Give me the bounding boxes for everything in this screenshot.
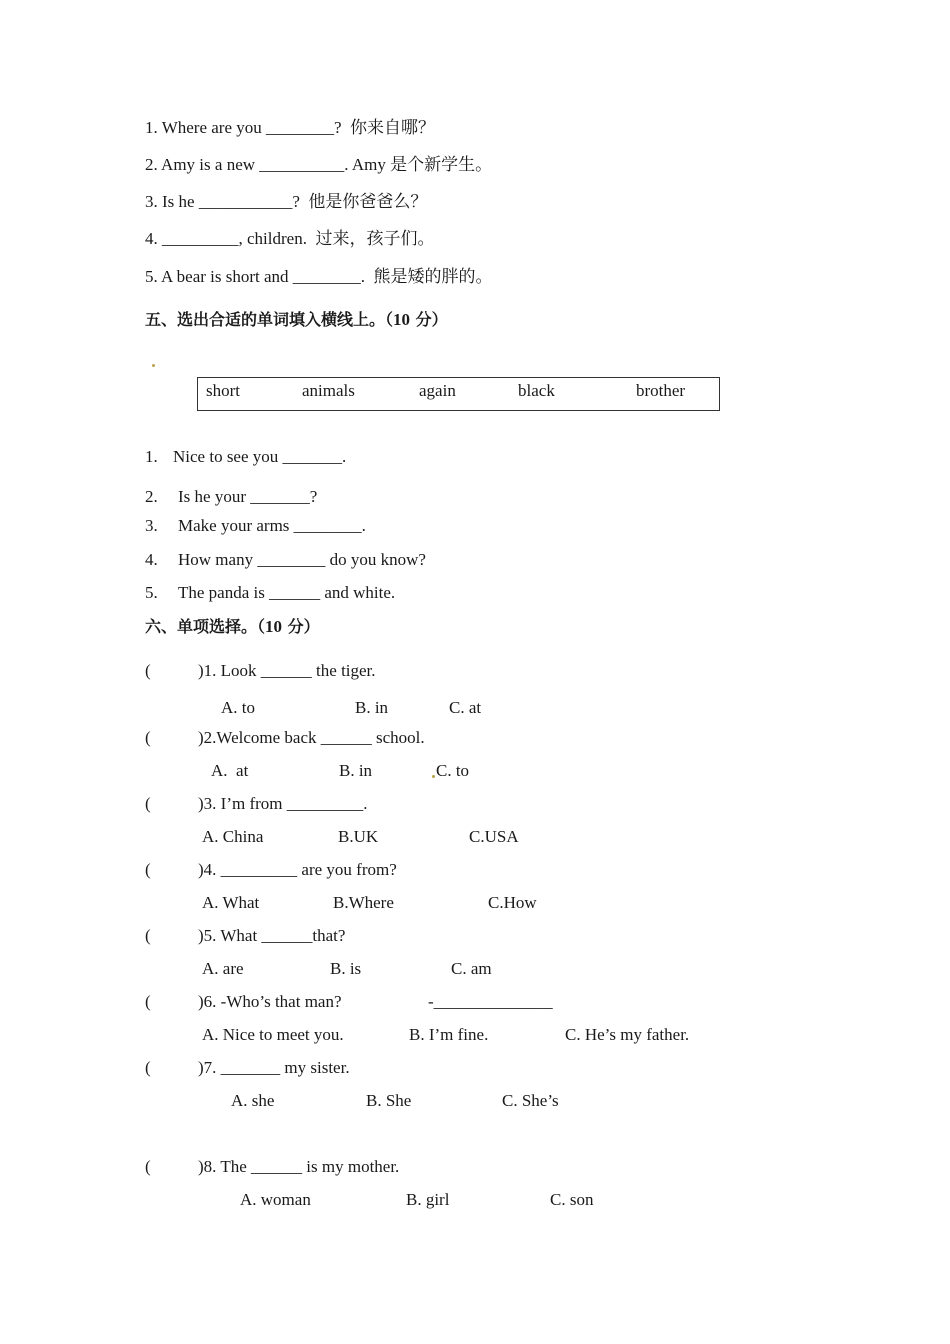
option-b: B. in: [339, 761, 373, 780]
fill-line-3: 3. Is he ___________? 他是你爸爸么？: [145, 192, 428, 211]
question-2: )2.Welcome back ______ school.: [198, 728, 425, 747]
section5-heading-text: 五、选出合适的单词填入横线上。（: [145, 310, 394, 329]
s5-item-num: 1.: [145, 447, 158, 466]
answer-paren: (: [145, 992, 151, 1011]
question-6: )6. -Who’s that man?: [198, 992, 342, 1011]
s5-item-num: 5.: [145, 583, 158, 602]
option-c: C. at: [449, 698, 482, 717]
s5-item-text: Nice to see you _______.: [173, 447, 347, 466]
option-a: A. she: [231, 1091, 275, 1110]
fill-line-4: 4. _________, children. 过来，孩子们。: [145, 229, 435, 248]
answer-paren: (: [145, 661, 151, 680]
option-a: A. woman: [240, 1190, 311, 1209]
word-bank-item: brother: [636, 381, 686, 400]
section5-heading: [145, 310, 448, 330]
answer-paren: (: [145, 728, 151, 747]
s5-item-num: 4.: [145, 550, 158, 569]
stray-dot: [432, 775, 435, 778]
s5-item-text: The panda is ______ and white.: [178, 583, 396, 602]
question-8: )8. The ______ is my mother.: [198, 1157, 400, 1176]
option-a: A. at: [211, 761, 249, 780]
option-c: C.How: [488, 893, 537, 912]
answer-paren: (: [145, 794, 151, 813]
option-b: B.UK: [338, 827, 379, 846]
section6-heading-text: 六、单项选择。（: [145, 617, 266, 636]
option-b: B. She: [366, 1091, 412, 1110]
question-4: )4. _________ are you from?: [198, 860, 397, 879]
option-a: A. China: [202, 827, 264, 846]
fill-line-2: 2. Amy is a new __________. Amy 是个新学生。: [145, 155, 493, 174]
section6-heading: [145, 617, 320, 637]
option-b: B. is: [330, 959, 362, 978]
stray-dot: [152, 364, 155, 367]
option-b: B.Where: [333, 893, 394, 912]
fill-line-5: 5. A bear is short and ________. 熊是矮的胖的。: [145, 267, 493, 286]
option-a: A. Nice to meet you.: [202, 1025, 344, 1044]
answer-paren: (: [145, 1058, 151, 1077]
section5-heading-suffix: 分）: [410, 310, 448, 329]
option-c: C. am: [451, 959, 492, 978]
question-6-answer-blank: -______________: [428, 992, 553, 1011]
option-c: C. son: [550, 1190, 594, 1209]
option-b: B. I’m fine.: [409, 1025, 489, 1044]
option-b: B. girl: [406, 1190, 450, 1209]
option-c: C.USA: [469, 827, 519, 846]
option-b: B. in: [355, 698, 389, 717]
word-bank-box: [197, 377, 720, 411]
option-a: A. to: [221, 698, 255, 717]
word-bank-item: short: [206, 381, 240, 400]
fill-line-1: 1. Where are you ________? 你来自哪？: [145, 118, 436, 137]
s5-item-text: Make your arms ________.: [178, 516, 366, 535]
answer-paren: (: [145, 1157, 151, 1176]
option-c: C. to: [436, 761, 470, 780]
s5-item-text: Is he your _______?: [178, 487, 318, 506]
answer-paren: (: [145, 860, 151, 879]
option-a: A. are: [202, 959, 244, 978]
word-bank-item: black: [518, 381, 555, 400]
question-5: )5. What ______that?: [198, 926, 346, 945]
section6-heading-points: 10: [265, 617, 283, 636]
s5-item-num: 2.: [145, 487, 158, 506]
word-bank-item: animals: [302, 381, 355, 400]
section6-heading-suffix: 分）: [282, 617, 320, 636]
option-c: C. She’s: [502, 1091, 559, 1110]
question-3: )3. I’m from _________.: [198, 794, 368, 813]
answer-paren: (: [145, 926, 151, 945]
word-bank-item: again: [419, 381, 456, 400]
section5-heading-points: 10: [393, 310, 411, 329]
s5-item-text: How many ________ do you know?: [178, 550, 426, 569]
question-7: )7. _______ my sister.: [198, 1058, 350, 1077]
option-c: C. He’s my father.: [565, 1025, 690, 1044]
option-a: A. What: [202, 893, 260, 912]
question-1: )1. Look ______ the tiger.: [198, 661, 376, 680]
s5-item-num: 3.: [145, 516, 158, 535]
